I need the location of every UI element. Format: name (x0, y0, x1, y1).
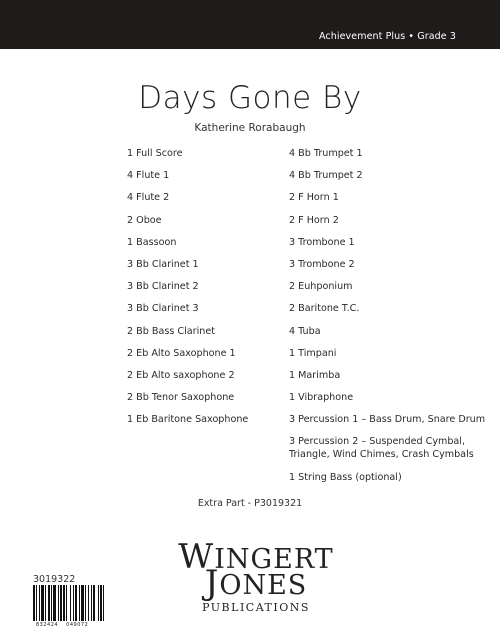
part-item: 3 Percussion 2 – Suspended Cymbal, Triangle, Wind Chimes, Crash Cymbals (289, 436, 474, 461)
barcode-bar (88, 585, 89, 621)
piece-title: Days Gone By (138, 80, 362, 116)
barcode-bar (73, 585, 74, 621)
part-item: 2 F Horn 2 (289, 214, 339, 226)
header-band (0, 0, 500, 49)
barcode-bar (63, 585, 65, 621)
part-item: 1 Vibraphone (289, 392, 354, 404)
part-item: 4 Flute 1 (127, 170, 170, 182)
part-item: 3 Trombone 1 (289, 236, 355, 248)
barcode-bar (103, 585, 104, 621)
part-item: 2 Eb Alto Saxophone 1 (127, 347, 236, 359)
barcode-bar (60, 585, 62, 621)
part-item: 3 Percussion 1 – Bass Drum, Snare Drum (289, 414, 486, 426)
logo-jones: JONES (204, 563, 308, 603)
instrumentation-list-right (289, 147, 499, 494)
barcode-bar (48, 585, 50, 621)
part-item: 1 Full Score (127, 148, 183, 159)
part-item: 1 Marimba (289, 369, 341, 381)
logo-publications: PUBLICATIONS (202, 601, 310, 614)
part-item: 4 Tuba (289, 325, 321, 337)
barcode-bar (45, 585, 46, 621)
barcode-bar (81, 585, 84, 621)
part-item: 2 Euhponium (289, 281, 353, 293)
logo-wingert: WINGERT (178, 537, 334, 577)
part-item: 3 Bb Clarinet 3 (127, 303, 199, 315)
part-item: 1 Eb Baritone Saxophone (127, 414, 249, 426)
barcode-bar (93, 585, 95, 621)
series-grade-label: Achievement Plus • Grade 3 (318, 31, 456, 42)
part-item: 2 Oboe (127, 214, 162, 226)
barcode-bar (51, 585, 52, 621)
part-item: 3 Bb Clarinet 2 (127, 281, 199, 293)
part-item: 2 Bb Tenor Saxophone (127, 392, 235, 404)
barcode-bar (100, 585, 102, 621)
part-item: 1 String Bass (optional) (289, 472, 402, 484)
part-item: 2 Baritone T.C. (289, 303, 360, 315)
barcode-bar (98, 585, 99, 621)
part-item: 4 Flute 2 (127, 192, 170, 204)
barcode-bar (58, 585, 59, 621)
barcode-bar (33, 585, 35, 621)
composer-name: Katherine Rorabaugh (194, 122, 306, 134)
barcode-bar (39, 585, 40, 621)
barcode-bar (70, 585, 71, 621)
part-item: 1 Timpani (289, 347, 337, 359)
part-item: 2 F Horn 1 (289, 192, 339, 204)
barcode-bar (75, 585, 77, 621)
part-item: 4 Bb Trumpet 1 (289, 148, 363, 159)
part-item: 2 Bb Bass Clarinet (127, 325, 215, 337)
part-item: 4 Bb Trumpet 2 (289, 170, 363, 182)
part-item: 2 Eb Alto saxophone 2 (127, 369, 235, 381)
part-item: 1 Bassoon (127, 236, 177, 248)
catalog-number: 3019322 (33, 574, 76, 585)
barcode-bar (85, 585, 86, 621)
barcode-bar (66, 585, 67, 621)
part-item: 3 Bb Clarinet 1 (127, 258, 199, 270)
barcode-bar (41, 585, 44, 621)
publisher-logo (156, 537, 356, 622)
barcode-bar (53, 585, 56, 621)
barcode-bar (91, 585, 92, 621)
barcode-bar (79, 585, 80, 621)
barcode-bar (36, 585, 37, 621)
extra-part-note: Extra Part - P3019321 (197, 498, 303, 509)
barcode-digits: 832424 049072 (36, 622, 89, 628)
part-item: 3 Trombone 2 (289, 258, 355, 270)
